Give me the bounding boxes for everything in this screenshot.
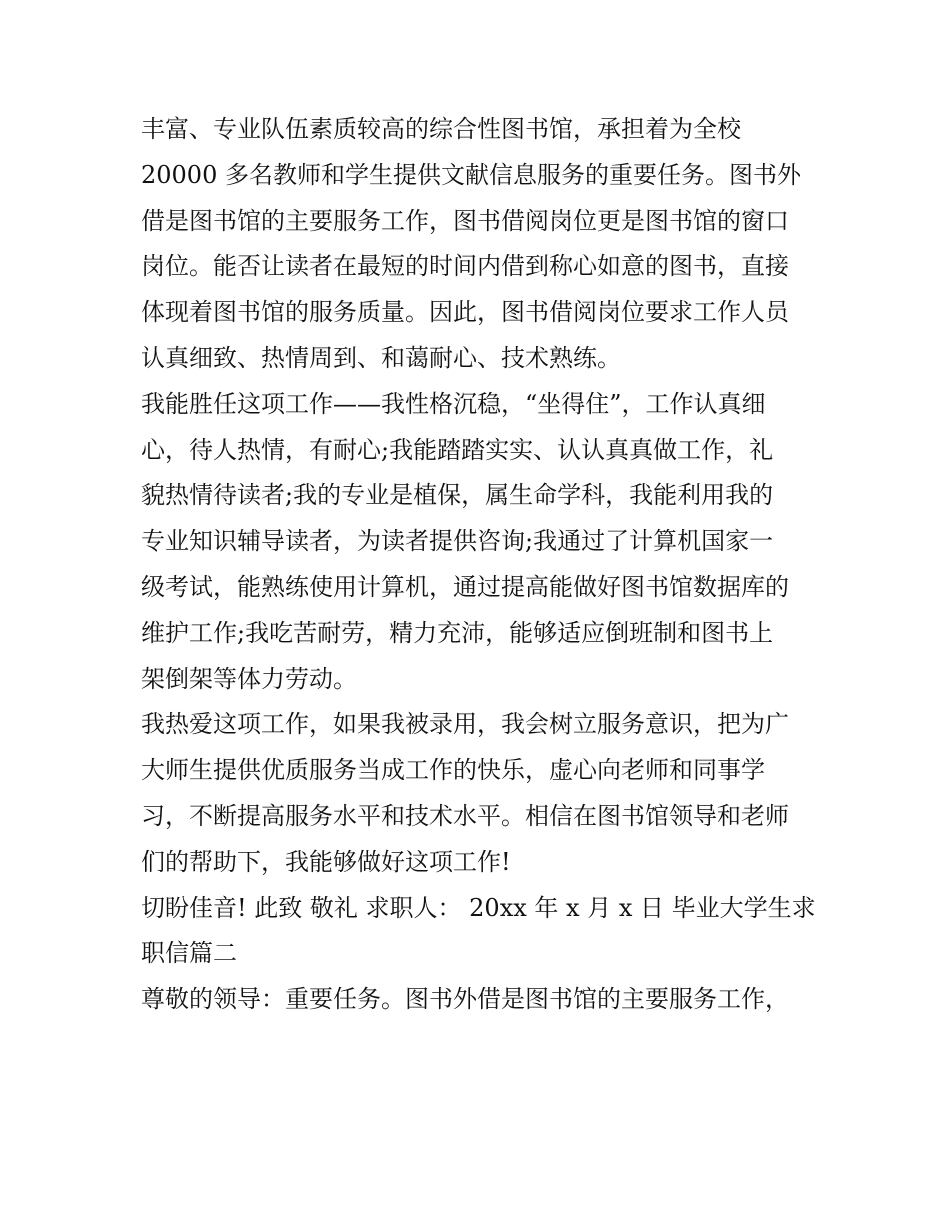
text-line-2: 20000 多名教师和学生提供文献信息服务的重要任务。图书外 [141,160,801,189]
text-line-6: 认真细致、热情周到、和蔼耐心、技术熟练。 [141,343,621,372]
text-line-10: 专业知识辅导读者，为读者提供咨询;我通过了计算机国家一 [141,527,774,556]
text-line-14: 我热爱这项工作，如果我被录用，我会树立服务意识，把为广 [141,710,789,739]
text-line-8: 心，待人热情，有耐心;我能踏踏实实、认认真真做工作，礼 [141,435,774,464]
text-line-18: 切盼佳音! 此致 敬礼 求职人： 20xx 年 x 月 x 日 毕业大学生求 [141,893,816,922]
text-line-1: 丰富、专业队伍素质较高的综合性图书馆，承担着为全校 [141,115,741,143]
text-line-15: 大师生提供优质服务当成工作的快乐，虚心向老师和同事学 [141,756,765,785]
text-line-11: 级考试，能熟练使用计算机，通过提高能做好图书馆数据库的 [141,572,789,601]
text-line-20: 尊敬的领导：重要任务。图书外借是图书馆的主要服务工作， [141,985,789,1014]
text-line-12: 维护工作;我吃苦耐劳，精力充沛，能够适应倒班制和图书上 [141,618,774,647]
text-line-17: 们的帮助下，我能够做好这项工作! [141,847,511,876]
text-line-19: 职信篇二 [141,939,237,968]
text-line-7: 我能胜任这项工作——我性格沉稳，“坐得住”，工作认真细 [141,389,766,418]
text-line-9: 貌热情待读者;我的专业是植保，属生命学科，我能利用我的 [141,481,774,510]
text-line-4: 岗位。能否让读者在最短的时间内借到称心如意的图书，直接 [141,252,789,281]
text-line-5: 体现着图书馆的服务质量。因此，图书借阅岗位要求工作人员 [141,298,789,327]
text-line-13: 架倒架等体力劳动。 [141,664,357,693]
text-line-3: 借是图书馆的主要服务工作，图书借阅岗位更是图书馆的窗口 [141,206,789,235]
document-body [141,107,821,1023]
text-line-16: 习，不断提高服务水平和技术水平。相信在图书馆领导和老师 [141,801,789,830]
